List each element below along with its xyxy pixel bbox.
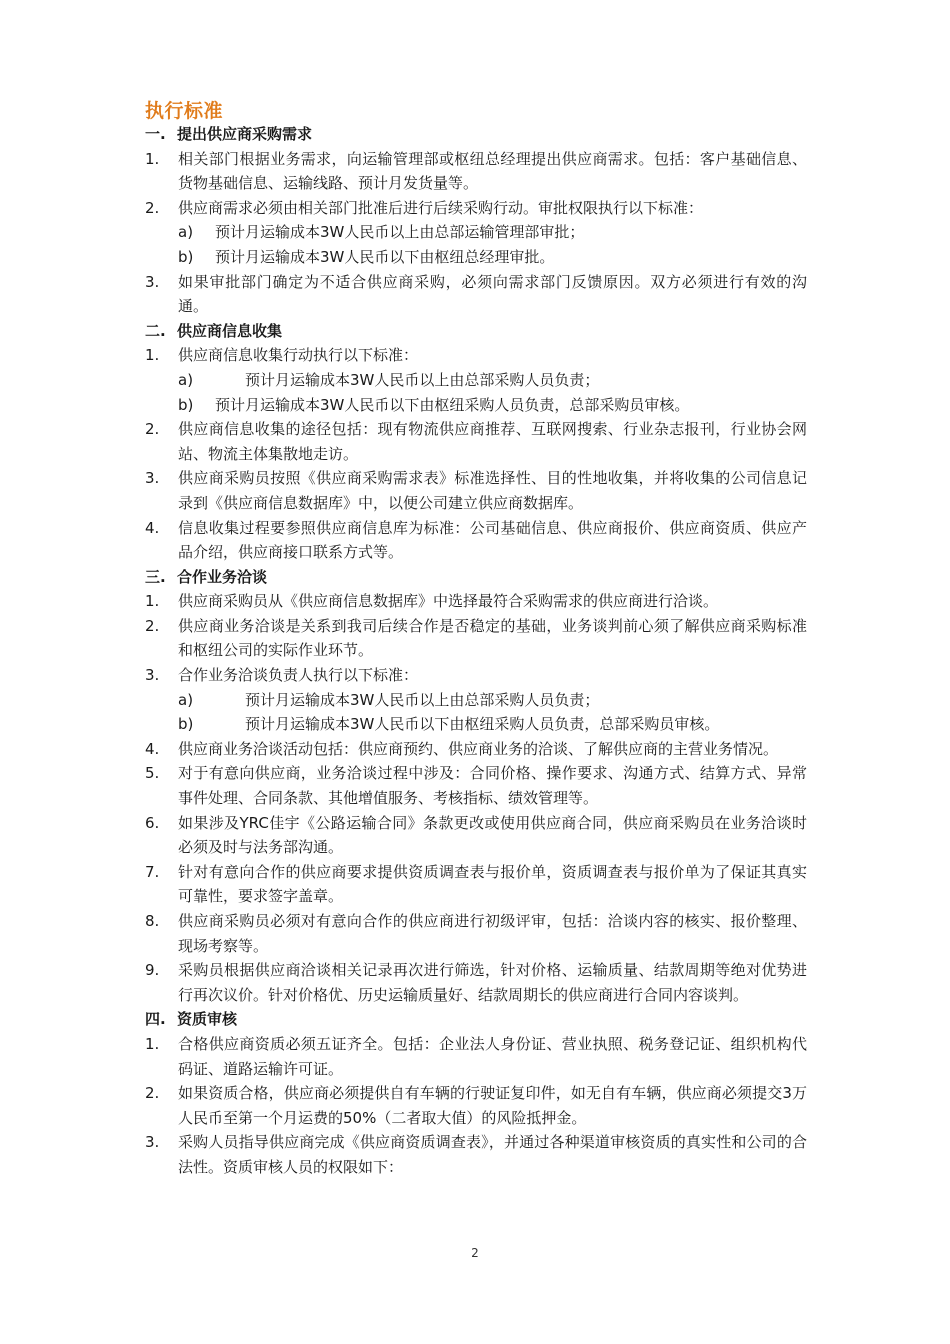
list-item-text: 采购员根据供应商洽谈相关记录再次进行筛选，针对价格、运输质量、结款周期等绝对优势进行再次议价。针对价格优、历史运输质量好、结款周期长的供应商进行合同内容谈判。 <box>178 961 807 1004</box>
list-item-text: 对于有意向供应商，业务洽谈过程中涉及：合同价格、操作要求、沟通方式、结算方式、异常事件处理、合同条款、其他增值服务、考核指标、绩效管理等。 <box>178 764 807 808</box>
list-item <box>145 1130 807 1179</box>
list-item-text: 合作业务洽谈负责人执行以下标准： <box>178 666 419 685</box>
list-item-text: 供应商业务洽谈是关系到我司后续合作是否稳定的基础，业务谈判前心须了解供应商采购标准和枢纽公司的实际作业环节。 <box>178 616 807 660</box>
list-item <box>145 516 807 565</box>
list-item-text: 供应商采购员从《供应商信息数据库》中选择最符合采购需求的供应商进行洽谈。 <box>178 592 719 611</box>
list-item-number: 1. <box>145 149 160 168</box>
list-item <box>145 860 807 909</box>
list-item-number: 8. <box>145 912 160 930</box>
list-item-number: 3. <box>145 272 160 291</box>
sub-item-text: 预计月运输成本3W人民币以下由枢纽采购人员负责，总部采购员审核。 <box>215 395 690 414</box>
list-item-text: 供应商采购员必须对有意向合作的供应商进行初级评审，包括：洽谈内容的核实、报价整理、现场考察等。 <box>178 912 807 955</box>
sub-item-label: b) <box>178 395 194 414</box>
list-item-text: 供应商采购员按照《供应商采购需求表》标准选择性、目的性地收集，并将收集的公司信息记录到《供应商信息数据库》中，以便公司建立供应商数据库。 <box>178 469 807 512</box>
section-title: 提出供应商采购需求 <box>177 125 313 143</box>
sub-item-text: 预计月运输成本3W人民币以下由枢纽总经理审批。 <box>215 247 555 266</box>
section-heading <box>145 565 807 590</box>
sub-item-label: a) <box>178 223 194 242</box>
list-item-text: 供应商信息收集行动执行以下标准： <box>178 346 419 365</box>
list-item <box>145 761 807 810</box>
list-item-number: 4. <box>145 739 160 758</box>
sub-item-label: b) <box>178 715 194 734</box>
sub-item-label: b) <box>178 247 194 266</box>
list-item-text: 针对有意向合作的供应商要求提供资质调查表与报价单，资质调查表与报价单为了保证其真实可靠性，要求签字盖章。 <box>178 862 807 906</box>
list-item-number: 6. <box>145 813 160 832</box>
list-item-text: 相关部门根据业务需求，向运输管理部或枢纽总经理提出供应商需求。包括：客户基础信息、货物基础信息、运输线路、预计月发货量等。 <box>178 149 807 193</box>
list-item-text: 如果审批部门确定为不适合供应商采购，必须向需求部门反馈原因。双方必须进行有效的沟通。 <box>178 272 807 316</box>
section-heading <box>145 1007 807 1032</box>
section-number: 二. <box>145 321 166 340</box>
sub-list-item <box>145 220 807 245</box>
list-item-text: 供应商需求必须由相关部门批准后进行后续采购行动。审批权限执行以下标准： <box>178 198 704 217</box>
document-title: 执行标准 <box>145 100 224 122</box>
list-item <box>145 147 807 196</box>
list-item-text: 如果资质合格，供应商必须提供自有车辆的行驶证复印件，如无自有车辆，供应商必须提交3万人民币至第一个月运费的50%（二者取大值）的风险抵押金。 <box>178 1084 807 1127</box>
list-item-text: 供应商业务洽谈活动包括：供应商预约、供应商业务的洽谈、了解供应商的主营业务情况。 <box>178 739 779 758</box>
list-item <box>145 589 807 614</box>
sub-list-item <box>145 712 807 737</box>
section-number: 四. <box>145 1010 166 1029</box>
sub-item-text: 预计月运输成本3W人民币以下由枢纽采购人员负责，总部采购员审核。 <box>245 715 720 734</box>
list-item-number: 5. <box>145 764 160 783</box>
sub-list-item <box>145 688 807 713</box>
list-item-number: 9. <box>145 961 160 980</box>
list-item <box>145 466 807 515</box>
sub-list-item <box>145 368 807 393</box>
list-item <box>145 1032 807 1081</box>
list-item-number: 2. <box>145 616 160 635</box>
sub-item-text: 预计月运输成本3W人民币以上由总部运输管理部审批； <box>215 223 585 242</box>
list-item-number: 3. <box>145 666 160 685</box>
list-item <box>145 196 807 221</box>
sub-item-label: a) <box>178 370 194 389</box>
list-item <box>145 343 807 368</box>
section-heading <box>145 319 807 344</box>
section-number: 一. <box>145 125 166 143</box>
list-item <box>145 958 807 1007</box>
list-item-text: 如果涉及YRC佳宇《公路运输合同》条款更改或使用供应商合同，供应商采购员在业务洽谈时必须及时与法务部沟通。 <box>178 813 807 857</box>
list-item-number: 1. <box>145 592 160 611</box>
list-item-number: 3. <box>145 469 160 488</box>
section-title: 资质审核 <box>177 1010 238 1029</box>
list-item-number: 4. <box>145 518 160 537</box>
list-item <box>145 614 807 663</box>
section-title: 合作业务洽谈 <box>177 567 268 586</box>
list-item-number: 1. <box>145 346 160 365</box>
list-item <box>145 909 807 958</box>
section-heading <box>145 122 807 147</box>
list-item-number: 3. <box>145 1133 160 1152</box>
sub-list-item <box>145 245 807 270</box>
list-item-text: 合格供应商资质必须五证齐全。包括：企业法人身份证、营业执照、税务登记证、组织机构代码证、道路运输许可证。 <box>178 1034 807 1078</box>
list-item-text: 供应商信息收集的途径包括：现有物流供应商推荐、互联网搜索、行业杂志报刊，行业协会网站、物流主体集散地走访。 <box>178 420 807 463</box>
list-item <box>145 270 807 319</box>
sub-item-text: 预计月运输成本3W人民币以上由总部采购人员负责； <box>245 370 600 389</box>
section-title: 供应商信息收集 <box>177 321 283 340</box>
list-item <box>145 811 807 860</box>
sub-list-item <box>145 393 807 418</box>
list-item-number: 2. <box>145 420 160 439</box>
list-item-text: 信息收集过程要参照供应商信息库为标准：公司基础信息、供应商报价、供应商资质、供应产品介绍，供应商接口联系方式等。 <box>178 518 807 562</box>
section-number: 三. <box>145 567 166 586</box>
list-item-number: 2. <box>145 1084 160 1103</box>
page-number: 2 <box>471 1246 479 1260</box>
list-item-number: 7. <box>145 862 160 881</box>
list-item-number: 1. <box>145 1034 160 1053</box>
list-item <box>145 737 807 762</box>
list-item <box>145 663 807 688</box>
sub-item-text: 预计月运输成本3W人民币以上由总部采购人员负责； <box>245 690 600 709</box>
list-item <box>145 417 807 466</box>
sub-item-label: a) <box>178 690 194 709</box>
list-item-text: 采购人员指导供应商完成《供应商资质调查表》，并通过各种渠道审核资质的真实性和公司的合法性。资质审核人员的权限如下： <box>178 1133 807 1176</box>
list-item <box>145 1081 807 1130</box>
document-body <box>145 122 807 1180</box>
list-item-number: 2. <box>145 198 160 217</box>
